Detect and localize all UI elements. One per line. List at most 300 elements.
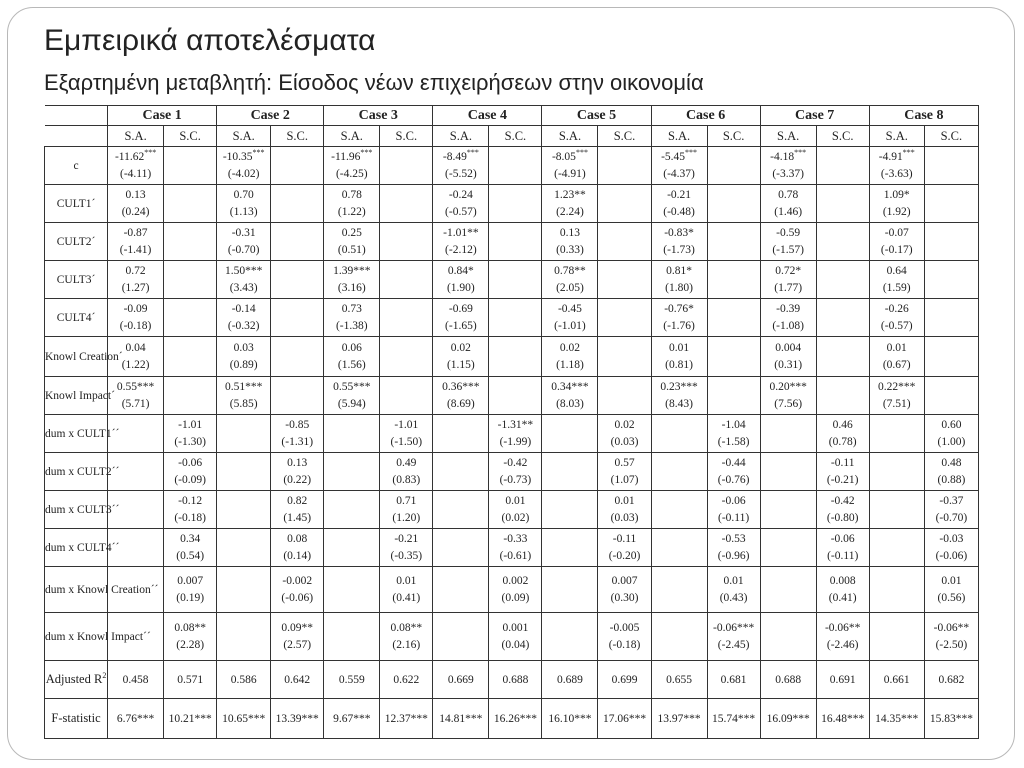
- cell-sc: [598, 299, 651, 337]
- fit-value: 0.681: [707, 661, 760, 699]
- coefficient: -0.03: [939, 532, 964, 545]
- coefficient: 1.23**: [554, 188, 586, 201]
- cell-sa: [651, 613, 707, 661]
- cell-sc: [598, 147, 651, 185]
- cell-sa: [433, 415, 489, 453]
- coefficient: 0.001: [502, 621, 529, 634]
- cell-sc: [380, 613, 433, 661]
- cell-sc: [816, 223, 869, 261]
- cell-sc: [598, 337, 651, 377]
- cell-sc: [271, 415, 324, 453]
- coefficient: 0.06: [341, 341, 362, 354]
- cell-sa: [869, 453, 924, 491]
- cell-sa: [651, 337, 707, 377]
- coefficient: 0.02: [559, 341, 581, 354]
- coefficient: 0.01: [941, 574, 962, 587]
- case-header: Case 5: [542, 106, 651, 126]
- t-statistic: (-0.11): [718, 511, 750, 524]
- t-statistic: (-1.73): [663, 243, 695, 256]
- cell-sc: [924, 147, 978, 185]
- fit-value: 14.35***: [869, 699, 924, 739]
- subheader-sc: S.C.: [816, 126, 869, 147]
- cell-sa: [760, 415, 816, 453]
- cell-sa: [433, 567, 489, 613]
- coefficient: 0.82: [287, 494, 308, 507]
- t-statistic: (0.24): [121, 205, 150, 218]
- cell-sa: [108, 223, 164, 261]
- cell-sc: [707, 147, 760, 185]
- coefficient: 0.34***: [551, 380, 589, 393]
- cell-sc: [271, 377, 324, 415]
- t-statistic: (1.59): [882, 281, 911, 294]
- coefficient: -4.18***: [770, 147, 807, 163]
- t-statistic: (1.77): [774, 281, 803, 294]
- cell-sc: [924, 299, 978, 337]
- cell-sc: [707, 337, 760, 377]
- cell-sc: [380, 415, 433, 453]
- cell-sa: [651, 415, 707, 453]
- fit-value: 14.81***: [433, 699, 489, 739]
- coefficient: 0.36***: [442, 380, 480, 393]
- cell-sa: [542, 613, 598, 661]
- cell-sa: [433, 377, 489, 415]
- coefficient: -0.33: [503, 532, 528, 545]
- cell-sc: [489, 299, 542, 337]
- cell-sa: [542, 377, 598, 415]
- fit-value: 9.67***: [324, 699, 380, 739]
- coefficient: 0.20***: [769, 380, 807, 393]
- coefficient: 0.08**: [174, 621, 206, 634]
- t-statistic: (-0.21): [826, 473, 859, 486]
- cell-sc: [816, 261, 869, 299]
- cell-sa: [869, 185, 924, 223]
- coefficient: -0.06: [830, 532, 855, 545]
- cell-sc: [816, 491, 869, 529]
- fit-value: 16.48***: [816, 699, 869, 739]
- cell-sa: [433, 261, 489, 299]
- coefficient: 0.002: [502, 574, 529, 587]
- cell-sc: [707, 261, 760, 299]
- row-label: Knowl Creation´: [45, 337, 108, 377]
- t-statistic: (0.31): [774, 358, 803, 371]
- subheader-sa: S.A.: [217, 126, 271, 147]
- cell-sa: [869, 261, 924, 299]
- cell-sa: [217, 223, 271, 261]
- row-label: CULT3´: [45, 261, 108, 299]
- t-statistic: (-1.41): [119, 243, 152, 256]
- cell-sa: [542, 491, 598, 529]
- cell-sc: [164, 299, 217, 337]
- coefficient: 0.08**: [390, 621, 423, 634]
- cell-sc: [924, 223, 978, 261]
- coefficient: -0.11: [612, 532, 637, 545]
- cell-sa: [760, 261, 816, 299]
- cell-sc: [816, 299, 869, 337]
- cell-sc: [924, 185, 978, 223]
- subheader-sc: S.C.: [164, 126, 217, 147]
- coefficient: 0.70: [233, 188, 254, 201]
- cell-sc: [816, 613, 869, 661]
- fit-value: 13.39***: [271, 699, 324, 739]
- t-statistic: (1.07): [610, 473, 639, 486]
- coefficient: 0.78: [778, 188, 799, 201]
- case-header: Case 4: [433, 106, 542, 126]
- t-statistic: (-0.73): [499, 473, 532, 486]
- fit-value: 10.21***: [164, 699, 217, 739]
- table-row: [45, 147, 979, 185]
- cell-sc: [489, 613, 542, 661]
- fit-row: [45, 699, 979, 739]
- fit-value: 0.688: [489, 661, 542, 699]
- t-statistic: (-0.35): [390, 549, 423, 562]
- fit-value: 6.76***: [108, 699, 164, 739]
- cell-sc: [489, 415, 542, 453]
- fit-label: F-statistic: [45, 699, 108, 739]
- cell-sa: [542, 185, 598, 223]
- coefficient: -0.005: [609, 621, 640, 634]
- cell-sa: [869, 377, 924, 415]
- cell-sc: [816, 567, 869, 613]
- t-statistic: (-0.48): [663, 205, 695, 218]
- fit-value: 15.74***: [707, 699, 760, 739]
- t-statistic: (-2.46): [826, 638, 859, 651]
- cell-sa: [324, 337, 380, 377]
- coefficient: -0.09: [123, 302, 148, 315]
- cell-sa: [324, 529, 380, 567]
- fit-value: 12.37***: [380, 699, 433, 739]
- cell-sc: [816, 185, 869, 223]
- coefficient: 0.48: [941, 456, 962, 469]
- cell-sc: [489, 147, 542, 185]
- cell-sa: [760, 377, 816, 415]
- cell-sc: [707, 491, 760, 529]
- cell-sa: [869, 415, 924, 453]
- cell-sa: [869, 529, 924, 567]
- t-statistic: (5.94): [337, 397, 366, 410]
- t-statistic: (-0.18): [174, 511, 206, 524]
- cell-sc: [164, 377, 217, 415]
- coefficient: -0.24: [448, 188, 473, 201]
- subheader-sa: S.A.: [542, 126, 598, 147]
- table-row: [45, 299, 979, 337]
- fit-value: 13.97***: [651, 699, 707, 739]
- coefficient: 0.46: [832, 418, 853, 431]
- cell-sa: [324, 299, 380, 337]
- t-statistic: (0.81): [665, 358, 693, 371]
- coefficient: 0.49: [396, 456, 417, 469]
- cell-sc: [598, 529, 651, 567]
- cell-sa: [760, 491, 816, 529]
- cell-sa: [324, 567, 380, 613]
- fit-value: 0.682: [924, 661, 978, 699]
- fit-value: 0.622: [380, 661, 433, 699]
- cell-sa: [324, 147, 380, 185]
- coefficient: -0.42: [830, 494, 855, 507]
- cell-sc: [380, 337, 433, 377]
- table-row: [45, 491, 979, 529]
- t-statistic: (0.51): [337, 243, 366, 256]
- case-header: Case 3: [324, 106, 433, 126]
- subheader-sc: S.C.: [271, 126, 324, 147]
- t-statistic: (-0.18): [119, 319, 152, 332]
- coefficient: -1.01**: [443, 226, 479, 239]
- cell-sc: [380, 223, 433, 261]
- cell-sc: [271, 185, 324, 223]
- cell-sc: [816, 147, 869, 185]
- cell-sc: [598, 377, 651, 415]
- coefficient: -11.96***: [331, 147, 373, 163]
- coefficient: 0.04: [125, 341, 146, 354]
- cell-sa: [651, 223, 707, 261]
- t-statistic: (0.83): [392, 473, 421, 486]
- cell-sa: [433, 185, 489, 223]
- t-statistic: (2.24): [556, 205, 584, 218]
- t-statistic: (2.28): [176, 638, 205, 651]
- cell-sa: [433, 299, 489, 337]
- t-statistic: (-1.01): [554, 319, 586, 332]
- coefficient: 0.57: [614, 456, 635, 469]
- t-statistic: (-1.57): [772, 243, 804, 256]
- row-label: dum x CULT1´´: [45, 415, 108, 453]
- coefficient: -0.44: [721, 456, 746, 469]
- fit-value: 0.559: [324, 661, 380, 699]
- coefficient: 0.78**: [554, 264, 586, 277]
- subheader-sa: S.A.: [324, 126, 380, 147]
- cell-sc: [924, 567, 978, 613]
- coefficient: 0.64: [886, 264, 907, 277]
- cell-sa: [651, 491, 707, 529]
- coefficient: -0.06**: [824, 621, 861, 634]
- t-statistic: (8.43): [665, 397, 693, 410]
- t-statistic: (1.20): [392, 511, 421, 524]
- t-statistic: (-0.70): [227, 243, 260, 256]
- coefficient: 0.55***: [333, 380, 371, 393]
- cell-sc: [707, 185, 760, 223]
- t-statistic: (-0.06): [281, 591, 314, 604]
- cell-sa: [217, 415, 271, 453]
- t-statistic: (-4.37): [663, 167, 695, 180]
- coefficient: 0.51***: [224, 380, 263, 393]
- t-statistic: (-2.45): [717, 638, 750, 651]
- coefficient: 0.72*: [775, 264, 802, 277]
- cell-sc: [489, 261, 542, 299]
- t-statistic: (-1.58): [717, 435, 750, 448]
- cell-sc: [271, 613, 324, 661]
- cell-sa: [869, 223, 924, 261]
- coefficient: -0.21: [394, 532, 419, 545]
- fit-value: 0.571: [164, 661, 217, 699]
- t-statistic: (8.69): [446, 397, 475, 410]
- coefficient: 0.007: [611, 574, 638, 587]
- t-statistic: (1.45): [283, 511, 312, 524]
- t-statistic: (-4.25): [335, 167, 368, 180]
- cell-sa: [433, 337, 489, 377]
- coefficient: 0.09**: [281, 621, 314, 634]
- t-statistic: (1.80): [665, 281, 693, 294]
- table-row: [45, 415, 979, 453]
- t-statistic: (-4.91): [554, 167, 586, 180]
- coefficient: -0.26: [884, 302, 909, 315]
- coefficient: 0.71: [396, 494, 417, 507]
- cell-sa: [217, 185, 271, 223]
- cell-sa: [324, 223, 380, 261]
- case-header: Case 8: [869, 106, 978, 126]
- cell-sc: [164, 529, 217, 567]
- t-statistic: (0.19): [176, 591, 205, 604]
- cell-sa: [324, 453, 380, 491]
- fit-value: 0.661: [869, 661, 924, 699]
- coefficient: 0.08: [287, 532, 308, 545]
- cell-sc: [489, 491, 542, 529]
- cell-sa: [108, 377, 164, 415]
- coefficient: -0.42: [503, 456, 528, 469]
- cell-sa: [869, 491, 924, 529]
- cell-sa: [760, 337, 816, 377]
- cell-sc: [816, 529, 869, 567]
- cell-sa: [433, 453, 489, 491]
- table-row: [45, 613, 979, 661]
- cell-sc: [598, 567, 651, 613]
- row-label: c: [45, 147, 108, 185]
- cell-sa: [217, 453, 271, 491]
- coefficient: -1.31**: [497, 418, 534, 431]
- t-statistic: (7.56): [774, 397, 803, 410]
- case-header: Case 1: [108, 106, 217, 126]
- t-statistic: (-1.30): [174, 435, 206, 448]
- cell-sa: [542, 299, 598, 337]
- cell-sc: [816, 453, 869, 491]
- cell-sa: [108, 261, 164, 299]
- t-statistic: (1.90): [446, 281, 475, 294]
- t-statistic: (0.33): [556, 243, 584, 256]
- row-label: dum x CULT3´´: [45, 491, 108, 529]
- t-statistic: (3.43): [229, 281, 258, 294]
- case-header: Case 6: [651, 106, 760, 126]
- coefficient: 0.02: [450, 341, 471, 354]
- fit-value: 0.689: [542, 661, 598, 699]
- cell-sc: [598, 185, 651, 223]
- cell-sc: [380, 491, 433, 529]
- t-statistic: (-4.11): [119, 167, 152, 180]
- coefficient: 0.84*: [447, 264, 474, 277]
- t-statistic: (-0.09): [174, 473, 206, 486]
- cell-sa: [542, 147, 598, 185]
- fit-value: 0.699: [598, 661, 651, 699]
- t-statistic: (0.41): [392, 591, 421, 604]
- cell-sa: [760, 185, 816, 223]
- coefficient: 0.01: [505, 494, 526, 507]
- cell-sa: [542, 453, 598, 491]
- cell-sa: [760, 529, 816, 567]
- coefficient: -8.49***: [442, 147, 479, 163]
- table-row: [45, 261, 979, 299]
- t-statistic: (1.15): [446, 358, 475, 371]
- cell-sc: [707, 299, 760, 337]
- table-row: [45, 453, 979, 491]
- coefficient: 1.39***: [333, 264, 371, 277]
- cell-sc: [816, 415, 869, 453]
- t-statistic: (0.03): [610, 435, 639, 448]
- t-statistic: (3.16): [337, 281, 366, 294]
- cell-sc: [924, 453, 978, 491]
- t-statistic: (-1.38): [335, 319, 368, 332]
- coefficient: 0.73: [341, 302, 362, 315]
- coefficient: 0.13: [125, 188, 146, 201]
- cell-sc: [489, 337, 542, 377]
- cell-sa: [760, 567, 816, 613]
- coefficient: -8.05***: [551, 147, 588, 163]
- cell-sa: [651, 185, 707, 223]
- cell-sa: [651, 453, 707, 491]
- cell-sc: [271, 491, 324, 529]
- fit-value: 16.09***: [760, 699, 816, 739]
- table-row: [45, 529, 979, 567]
- fit-value: 0.669: [433, 661, 489, 699]
- t-statistic: (0.41): [828, 591, 857, 604]
- fit-value: 0.586: [217, 661, 271, 699]
- coefficient: 0.78: [341, 188, 362, 201]
- cell-sc: [598, 613, 651, 661]
- t-statistic: (-0.32): [227, 319, 260, 332]
- corner-cell: [45, 106, 108, 126]
- t-statistic: (-4.02): [227, 167, 260, 180]
- coefficient: -0.002: [282, 574, 313, 587]
- t-statistic: (0.88): [937, 473, 966, 486]
- cell-sc: [707, 613, 760, 661]
- coefficient: -4.91***: [878, 147, 915, 163]
- cell-sa: [542, 223, 598, 261]
- t-statistic: (0.30): [610, 591, 639, 604]
- fit-value: 10.65***: [217, 699, 271, 739]
- coefficient: -0.59: [776, 226, 801, 239]
- cell-sc: [489, 377, 542, 415]
- coefficient: -0.07: [884, 226, 909, 239]
- coefficient: 0.01: [723, 574, 744, 587]
- table-row: [45, 377, 979, 415]
- coefficient: -0.06**: [933, 621, 970, 634]
- cell-sc: [598, 223, 651, 261]
- fit-value: 17.06***: [598, 699, 651, 739]
- cell-sc: [164, 185, 217, 223]
- t-statistic: (0.22): [283, 473, 312, 486]
- cell-sc: [271, 261, 324, 299]
- fit-value: 0.458: [108, 661, 164, 699]
- coefficient: 0.03: [233, 341, 254, 354]
- cell-sa: [651, 567, 707, 613]
- cell-sc: [380, 453, 433, 491]
- coefficient: -0.21: [667, 188, 692, 201]
- cell-sa: [217, 261, 271, 299]
- cell-sa: [324, 613, 380, 661]
- cell-sa: [433, 147, 489, 185]
- slide-subtitle: Εξαρτημένη μεταβλητή: Είσοδος νέων επιχειρήσεων στην οικονομία: [44, 70, 704, 95]
- table-row: [45, 567, 979, 613]
- coefficient: -1.01: [394, 418, 419, 431]
- cell-sa: [433, 223, 489, 261]
- cell-sa: [542, 337, 598, 377]
- cell-sa: [651, 261, 707, 299]
- cell-sc: [489, 529, 542, 567]
- cell-sa: [324, 261, 380, 299]
- cell-sc: [489, 185, 542, 223]
- cell-sa: [869, 613, 924, 661]
- cell-sc: [924, 613, 978, 661]
- coefficient: 0.004: [775, 341, 802, 354]
- cell-sc: [380, 299, 433, 337]
- subheader-sa: S.A.: [760, 126, 816, 147]
- cell-sa: [869, 567, 924, 613]
- coefficient: -0.14: [231, 302, 256, 315]
